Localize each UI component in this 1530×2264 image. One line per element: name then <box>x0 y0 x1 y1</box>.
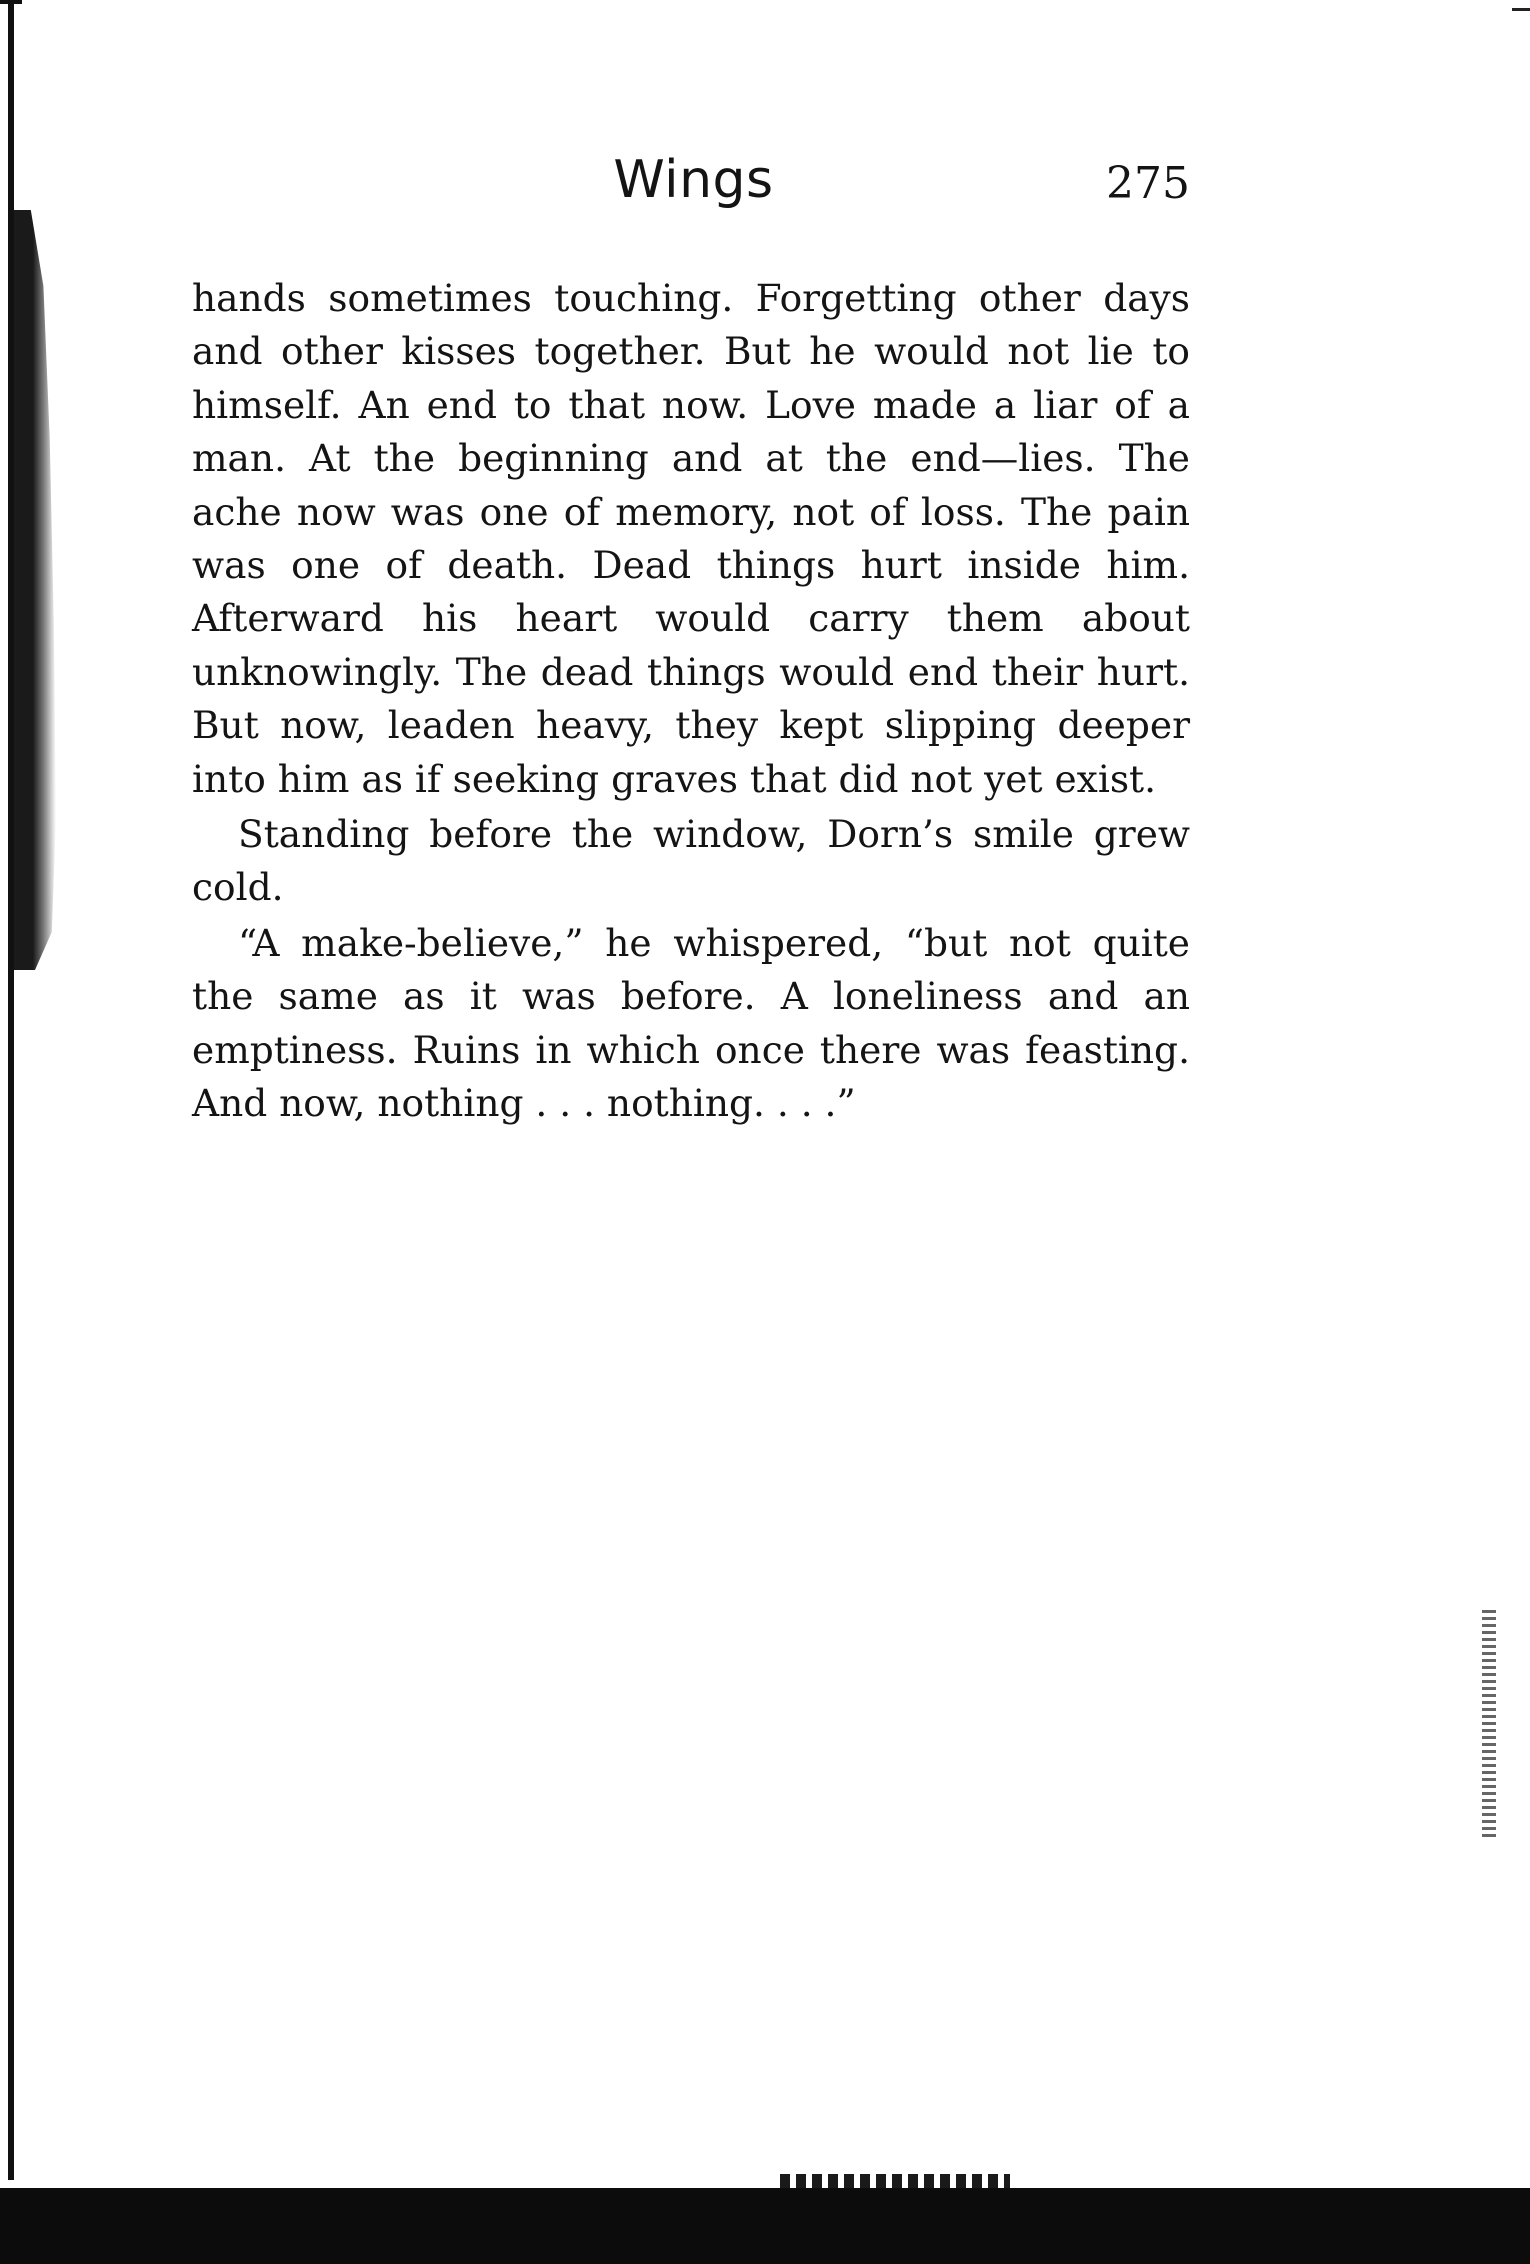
scan-mark-top-right <box>1512 8 1530 11</box>
scan-border-bottom <box>0 2188 1530 2264</box>
page-number: 275 <box>1106 158 1190 209</box>
binding-shadow <box>14 210 56 970</box>
paragraph: hands sometimes touching. Forgetting other days and other kisses together. But he would not lie to himself. An end to that now. Love made a liar of a man. At the beginning and at the end—lies. The ache now was one of memory, not of loss. The pain was one of death. Dead things hurt inside him. Afterward his heart would carry them about unknowingly. The dead things would end their hurt. But now, leaden heavy, they kept slipping deeper into him as if seeking graves that did not yet exist. <box>192 276 1190 801</box>
page-header <box>192 150 1190 230</box>
body-text <box>192 272 1190 1131</box>
running-title: Wings <box>613 150 774 210</box>
book-page <box>192 150 1190 1131</box>
paragraph: “A make-believe,” he whispered, “but not quite the same as it was before. A loneliness and an emptiness. Ruins in which once there was feasting. And now, nothing . . . nothing. . . .” <box>192 920 1190 1126</box>
paragraph: Standing before the window, Dorn’s smile grew cold. <box>192 812 1190 910</box>
scan-border-left <box>8 0 14 2180</box>
scan-smudge-bottom <box>780 2174 1010 2188</box>
scan-smudge-right <box>1482 1610 1496 1840</box>
